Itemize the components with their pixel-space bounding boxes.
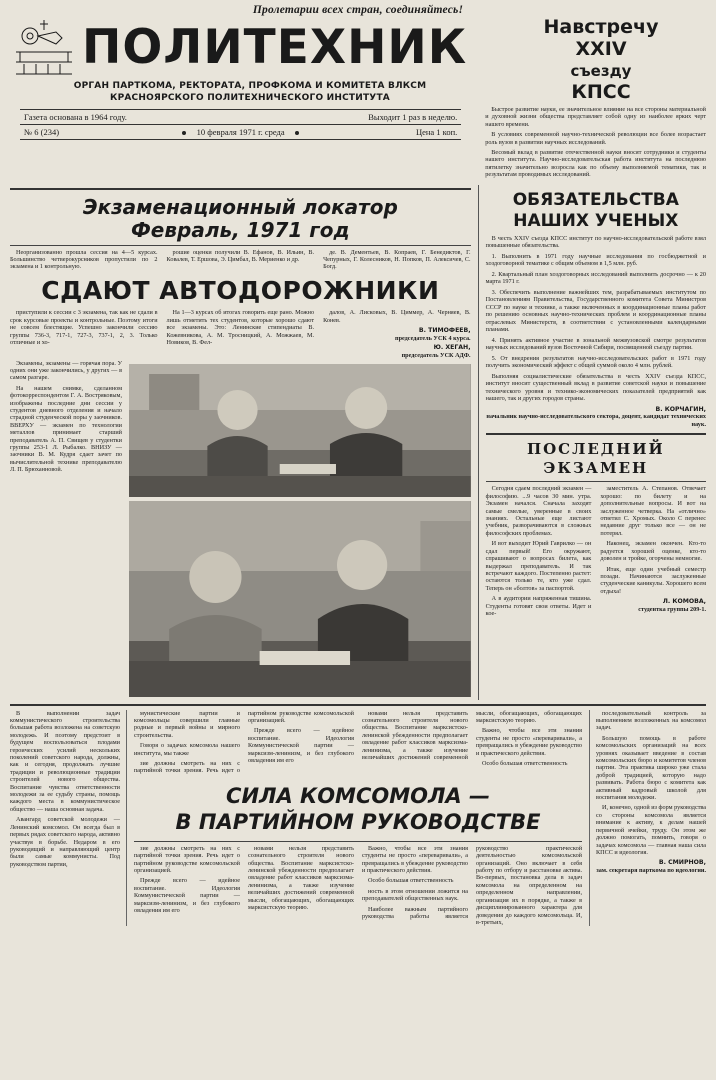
komsomol-paragraph: Особо большая ответственность: [482, 760, 568, 768]
article-road-title: СДАЮТ АВТОДОРОЖНИКИ: [41, 276, 440, 306]
komsomol-left-column: [10, 710, 120, 927]
last-exam-signature-role: студентка группы 209-1.: [638, 605, 706, 613]
komsomol-paragraph: новами нельзя представить сознательного строителя нового общества. Воспитание марксистско-ленинской убежденности предполагает овладение работ классиков марксизма-ленинизма, а также изучение величайших достижений современной мысли, обогащающих, обогащающих марксистскую теорию.: [362, 709, 582, 762]
obligations-body: [486, 235, 706, 429]
obligations-signature-name: В. КОРЧАГИН,: [655, 405, 706, 413]
komsomol-body-columns: [134, 845, 582, 926]
komsomol-signature-name: В. СМИРНОВ,: [658, 859, 706, 867]
komsomol-title-line1: СИЛА КОМСОМОЛА —: [226, 783, 490, 808]
road-signature-2-name: Ю. ХЕГАН,: [433, 344, 471, 352]
obligations-title-line2: НАШИХ УЧЕНЫХ: [513, 210, 679, 231]
masthead-subtitle-line2: КРАСНОЯРСКОГО ПОЛИТЕХНИЧЕСКОГО ИНСТИТУТА: [110, 93, 390, 103]
institute-emblem-icon: [10, 18, 78, 80]
last-exam-title: [486, 440, 706, 478]
photo-caption: [10, 360, 122, 700]
komsomol-paragraph: последовательный контроль за выполнением возложенных на комсомол задач.: [596, 709, 706, 732]
road-signature-1: [323, 327, 471, 342]
komsomol-paragraph: Большую помощь в работе комсомольских организаций на всех уровнях оказывает введение в состав комсомольских бюро и комитетов членов партии. Эта практика широко уже стала доброй традицией, которую надо развивать. Работа бюро с комитета как активный кадровый школой для воспитания молодежи.: [596, 734, 706, 802]
banner-article: [478, 106, 706, 182]
page-title: ПОЛИТЕХНИК: [82, 20, 468, 75]
road-signature-1-role: председатель УСК 4 курса.: [395, 334, 471, 342]
issue-price: Цена 1 коп.: [415, 127, 458, 137]
komsomol-paragraph: В выполнении задач коммунистического строительства большая работа возложена на советскую молодежь. И поэтому предстоит в будущем воспользоваться плодами героических усилий нескольких поколений советского народа, должны, как и сегодня, продолжать лучшие традиции и революционные традиции строителей нового общества. Воспитание чувства ответственности молодежи за ее судьбу страны, помощь каждого места в коммунистическое общество — наша основная задача.: [10, 709, 120, 813]
dot-separator-right: [291, 127, 303, 137]
masthead-left: [10, 16, 490, 104]
dot-separator-left: [178, 127, 190, 137]
founded-text: Газета основана в 1964 году.: [24, 112, 127, 122]
komsomol-paragraph: новами нельзя представить сознательного строителя нового общества. Воспитание марксистско-ленинской убежденности предполагает овладение работ классиков марксизма-ленинизма, а также изучение величайших достижений современной мысли, обогащающих, обогащающих марксистскую теорию.: [248, 844, 354, 912]
banner-paragraph: Быстрое развитие науки, ее значительное влияние на все стороны материальной и духовной жизни общества представляет собой одну из наиболее ярких черт нашего времени.: [485, 106, 706, 128]
imprint-block: [10, 106, 471, 182]
banner-paragraph: В условиях современной научно-технической революции все более возрастает роль вузов в развитии научных исследований.: [485, 131, 706, 146]
issue-number: № 6 (234): [24, 127, 60, 137]
komsomol-section: [10, 704, 706, 927]
locator-paragraph: де. В. Дементьев, В. Копраев, Г. Бенедиктов, Г. Чепурных, Г. Колесников, Н. Попков, П. Алексичев, С. Богд.: [323, 248, 471, 271]
komsomol-paragraph: И, конечно, одной из форм руководства со стороны комсомола является внимание к активу, к делам нашей первичной ячейки, труду. Он этом же должно помогать, помнить, говоря о задачах комсомола — главная наша сила КПСС и идеология.: [596, 804, 706, 856]
locator-title-line2: Февраль, 1971 год: [130, 217, 350, 242]
obligations-item: 5. От внедрения результатов научно-исследовательских работ в 1971 году получить экономический эффект с общей суммой около 4 млн. рублей.: [485, 354, 706, 370]
road-signature-2: [323, 344, 471, 359]
road-signature-1-name: В. ТИМОФЕЕВ,: [418, 327, 471, 335]
banner-line-3: съезду: [570, 62, 632, 80]
komsomol-signature-role: зам. секретаря парткома по идеологии.: [596, 866, 706, 874]
issue-date: 10 февраля 1971 г. среда: [196, 127, 285, 137]
last-exam-title-line2: ЭКЗАМЕН: [543, 459, 649, 478]
last-exam-paragraph: А в аудитории напряженная тишина. Студенты готовят свои ответы. Идет и кое-: [485, 595, 592, 617]
komsomol-paragraph: Важно, чтобы все эти знания студенты не просто «переваривали», а превращались в убеждение руководство и практического действия.: [362, 844, 468, 875]
locator-paragraph: Неорганизованно прошла сессия на 4—5 курсах. Большинство четверокурсников пропустили по 2 экзамена и 1 контрольную.: [10, 248, 158, 271]
obligations-signature: [486, 406, 706, 429]
komsomol-title: [134, 783, 582, 835]
obligations-title-line1: ОБЯЗАТЕЛЬСТВА: [512, 189, 679, 210]
komsomol-paragraph: Говоря о задачах комсомола нашего института, мы также: [134, 742, 240, 757]
komsomol-paragraph: Прежде всего — идейное воспитание. Идеология Коммунистической партии — марксизм-ленинизм, и без глубокого овладения им его: [248, 727, 354, 765]
photo-exam-metallurgy: [129, 364, 471, 497]
locator-title-line1: Экзаменационный локатор: [82, 194, 398, 219]
last-exam-signature-name: Л. КОМОВА,: [662, 598, 706, 606]
komsomol-paragraph: ность в этом отношении ложится на преподавателей общественных наук.: [362, 887, 468, 903]
banner-line-4: КПСС: [571, 81, 631, 103]
banner-line-1: Навстречу: [543, 16, 659, 38]
komsomol-paragraph: зие должны смотреть на них с партийной точки зрения. Речь идет о партийном руководстве комсомольской организацией.: [134, 844, 240, 875]
komsomol-lead-columns: [134, 710, 582, 775]
congress-banner: [490, 16, 706, 103]
komsomol-paragraph: Авангард советской молодежи — Ленинский комсомол. Он всегда был в первых рядах советского народа, активно участвуя в борьбе. Недаром в его руководящий и направляющий центр были самые коммунисты. Под руководством партии,: [10, 816, 120, 868]
frequency-text: Выходит 1 раз в неделю.: [368, 112, 458, 122]
photo-caption-paragraph: Экзамены, экзамены — горячая пора. У одних они уже закончились, у других — в самом разгаре.: [10, 359, 122, 382]
banner-line-2: XXIV: [575, 38, 627, 60]
last-exam-paragraph: Наконец, экзамен окончен. Кто-то радуется хорошей оценке, кто-то доволен и тройке, огорчены немногие.: [600, 540, 706, 563]
photo-exam-correspondence: [129, 501, 471, 697]
obligations-item: Выполняя социалистические обязательства в честь XXIV съезда КПСС, институт вносит существенный вклад в развитие советской науки и повышение технического уровня и технико-экономических показателей предприятий как нашего, так и других городов страны.: [485, 372, 706, 403]
main-left-column: [10, 185, 471, 700]
last-exam-paragraph: Итак, еще один учебный семестр позади. Начинаются заслуженные студенческие каникулы. Хорошего всем отдыха!: [600, 565, 706, 595]
masthead: [0, 16, 716, 104]
last-exam-paragraph: Сегодня сдаем последний экзамен — философию. ...9 часов 30 мин. утра. Экзамен начался. Сначала заходят самые смелые, уверенные в своих знаниях. Остальные еще листают учебник, разворачиваются в сложных философских проблемах.: [485, 485, 592, 537]
road-signature-2-role: председатель УСК АДФ.: [401, 352, 471, 359]
banner-paragraph: Весомый вклад в развитие отечественной науки вносят сотрудники и студенты нашего института. Научно-исследовательская работа института на последнюю пятилетку значительно возросла как по объему выполняемой тематики, так и результатам проводимых исследований.: [485, 149, 706, 179]
last-exam-title-line1: ПОСЛЕДНИЙ: [526, 440, 665, 459]
komsomol-right-column: [596, 710, 706, 927]
obligations-intro: В честь XXIV съезда КПСС институт по научно-исследовательской работе взял повышенные обязательства.: [485, 234, 706, 250]
last-exam-signature: [600, 598, 706, 613]
last-exam-paragraph: заместитель А. Степанов. Отвечает хорошо: по билету и на дополнительные вопросы. И вот на заслуженное четверка. На «отлично» ответил С. Хромых. Около С перенес недавние друг только все — он не потерял.: [600, 485, 706, 537]
obligations-signature-role: начальник научно-исследовательского сектора, доцент, кандидат технических наук.: [486, 413, 706, 428]
photo-caption-paragraph: На нашем снимке, сделанном фотокорреспондентом Г. А. Востряковым, изображены последние дни сессии у студентов дневного отделения и начало страдной студенческой поры у заочников. ВВЕРХУ — экзамен по технологии металлов принимает старший преподаватель А. П. Свищев у студентки группы 253-1 Л. Рыбалко. ВНИЗУ — заочники В. М. Кудря сдает зачет по вычислительной технике преподавателю Л. П. Брюханновой.: [10, 384, 122, 474]
slogan: Пролетарии всех стран, соединяйтесь!: [252, 4, 464, 16]
komsomol-paragraph: зие должны смотреть на них с партийной точки зрения. Речь идет о партийном руководстве комсомольской организацией.: [134, 709, 354, 775]
road-body: [10, 309, 471, 359]
article-locator-title: [10, 196, 471, 242]
main-right-column: [478, 185, 706, 700]
komsomol-paragraph: Наиболее важным партийного руководства работы является руководство практической деятельностью комсомольской организаций. Оно включает в себя работу по отбору и расстановке актива. Во-первых, постановка дела в задач комсомола на определенном на определенном направлении, организация их в порядке, а также в дисциплинированного характера для доведения до каждого комсомольца. И, в-третьих,: [362, 844, 582, 926]
obligations-item: 4. Принять активное участие в зональной межвузовской смотре результатов научных исследований вузов Восточной Сибири, посвященной съезду партии.: [485, 336, 706, 352]
last-exam-body: [486, 485, 706, 617]
komsomol-paragraph: мунистические партии и комсомольцы совершили главные родные и первый войны и мирного строительства.: [134, 709, 240, 739]
road-paragraph: далов, А. Лисковых, В. Циммер, А. Черняев, В. Конев.: [323, 309, 471, 324]
road-paragraph: На 1—3 курсах об итогах говорить еще рано. Можно лишь отметить тех студентов, которые хорошо сдают все экзамены. Это: Ленинские стипендиаты В. Кожевникова, А. М. Тросницкий, А. Можжаев, М. Новиков, В. Фел-: [166, 309, 315, 347]
obligations-title: [486, 190, 706, 232]
masthead-subtitle-line1: ОРГАН ПАРТКОМА, РЕКТОРАТА, ПРОФКОМА И КОМИТЕТА ВЛКСМ: [73, 81, 427, 91]
obligations-item: 1. Выполнить в 1971 году научные исследования по госбюджетной и хоздоговорной тематике с общим объемом в 1,5 млн. руб.: [485, 252, 706, 268]
komsomol-signature: [596, 859, 706, 874]
locator-paragraph: рошие оценки получили В. Ефанов, В. Ильин, В. Ковалев, Т. Ершова, Э. Цимбал, В. Мериенко и др.: [166, 248, 315, 264]
komsomol-paragraph: Прежде всего — идейное воспитание. Идеология Коммунистической партии — марксизм-ленинизм, и без глубокого овладения им его: [134, 877, 240, 915]
obligations-item: 2. Квартальный план хоздоговорных исследований выполнить досрочно — к 20 марта 1971 г.: [485, 270, 706, 286]
locator-body: [10, 249, 471, 272]
komsomol-paragraph: Особо большая ответственность: [368, 877, 454, 885]
komsomol-main-column: [126, 710, 590, 927]
komsomol-title-line2: В ПАРТИЙНОМ РУКОВОДСТВЕ: [175, 809, 541, 834]
komsomol-paragraph: Важно, чтобы все эти знания студенты не просто «переваривали», а превращались в убеждение руководство и практического действия.: [476, 727, 582, 757]
last-exam-paragraph: И вот выходит Юрий Гаврилко — он сдал первый! Его окружают, спрашивают о вопросах билета, как выдержал преподаватель. И так встречают каждого. Постепенно растет: остаются только те, кто уже сдал. Теперь он «болтов» за паспортой.: [485, 540, 592, 592]
obligations-item: 3. Обеспечить выполнение важнейших тем, разрабатываемых институтом по Постановлениям Правительства, Государственного комитета Совета Министров СССР по науке и технике, а также включенных в координационные планы работ по решению основных научно-технических проблем и координационные планы отраслевых Министерств, в соответствии с установленными календарными планами.: [485, 288, 706, 334]
road-paragraph: приступили к сессии с 3 экзамена, так как не сдали в срок курсовые проекты и контрольные. Поэтому итоги не совсем блестящие. Успешно закончили сессию группы 736-3, 717-1, 727-3, 737-1, 2, 3. Только отличные и хо-: [10, 309, 158, 347]
